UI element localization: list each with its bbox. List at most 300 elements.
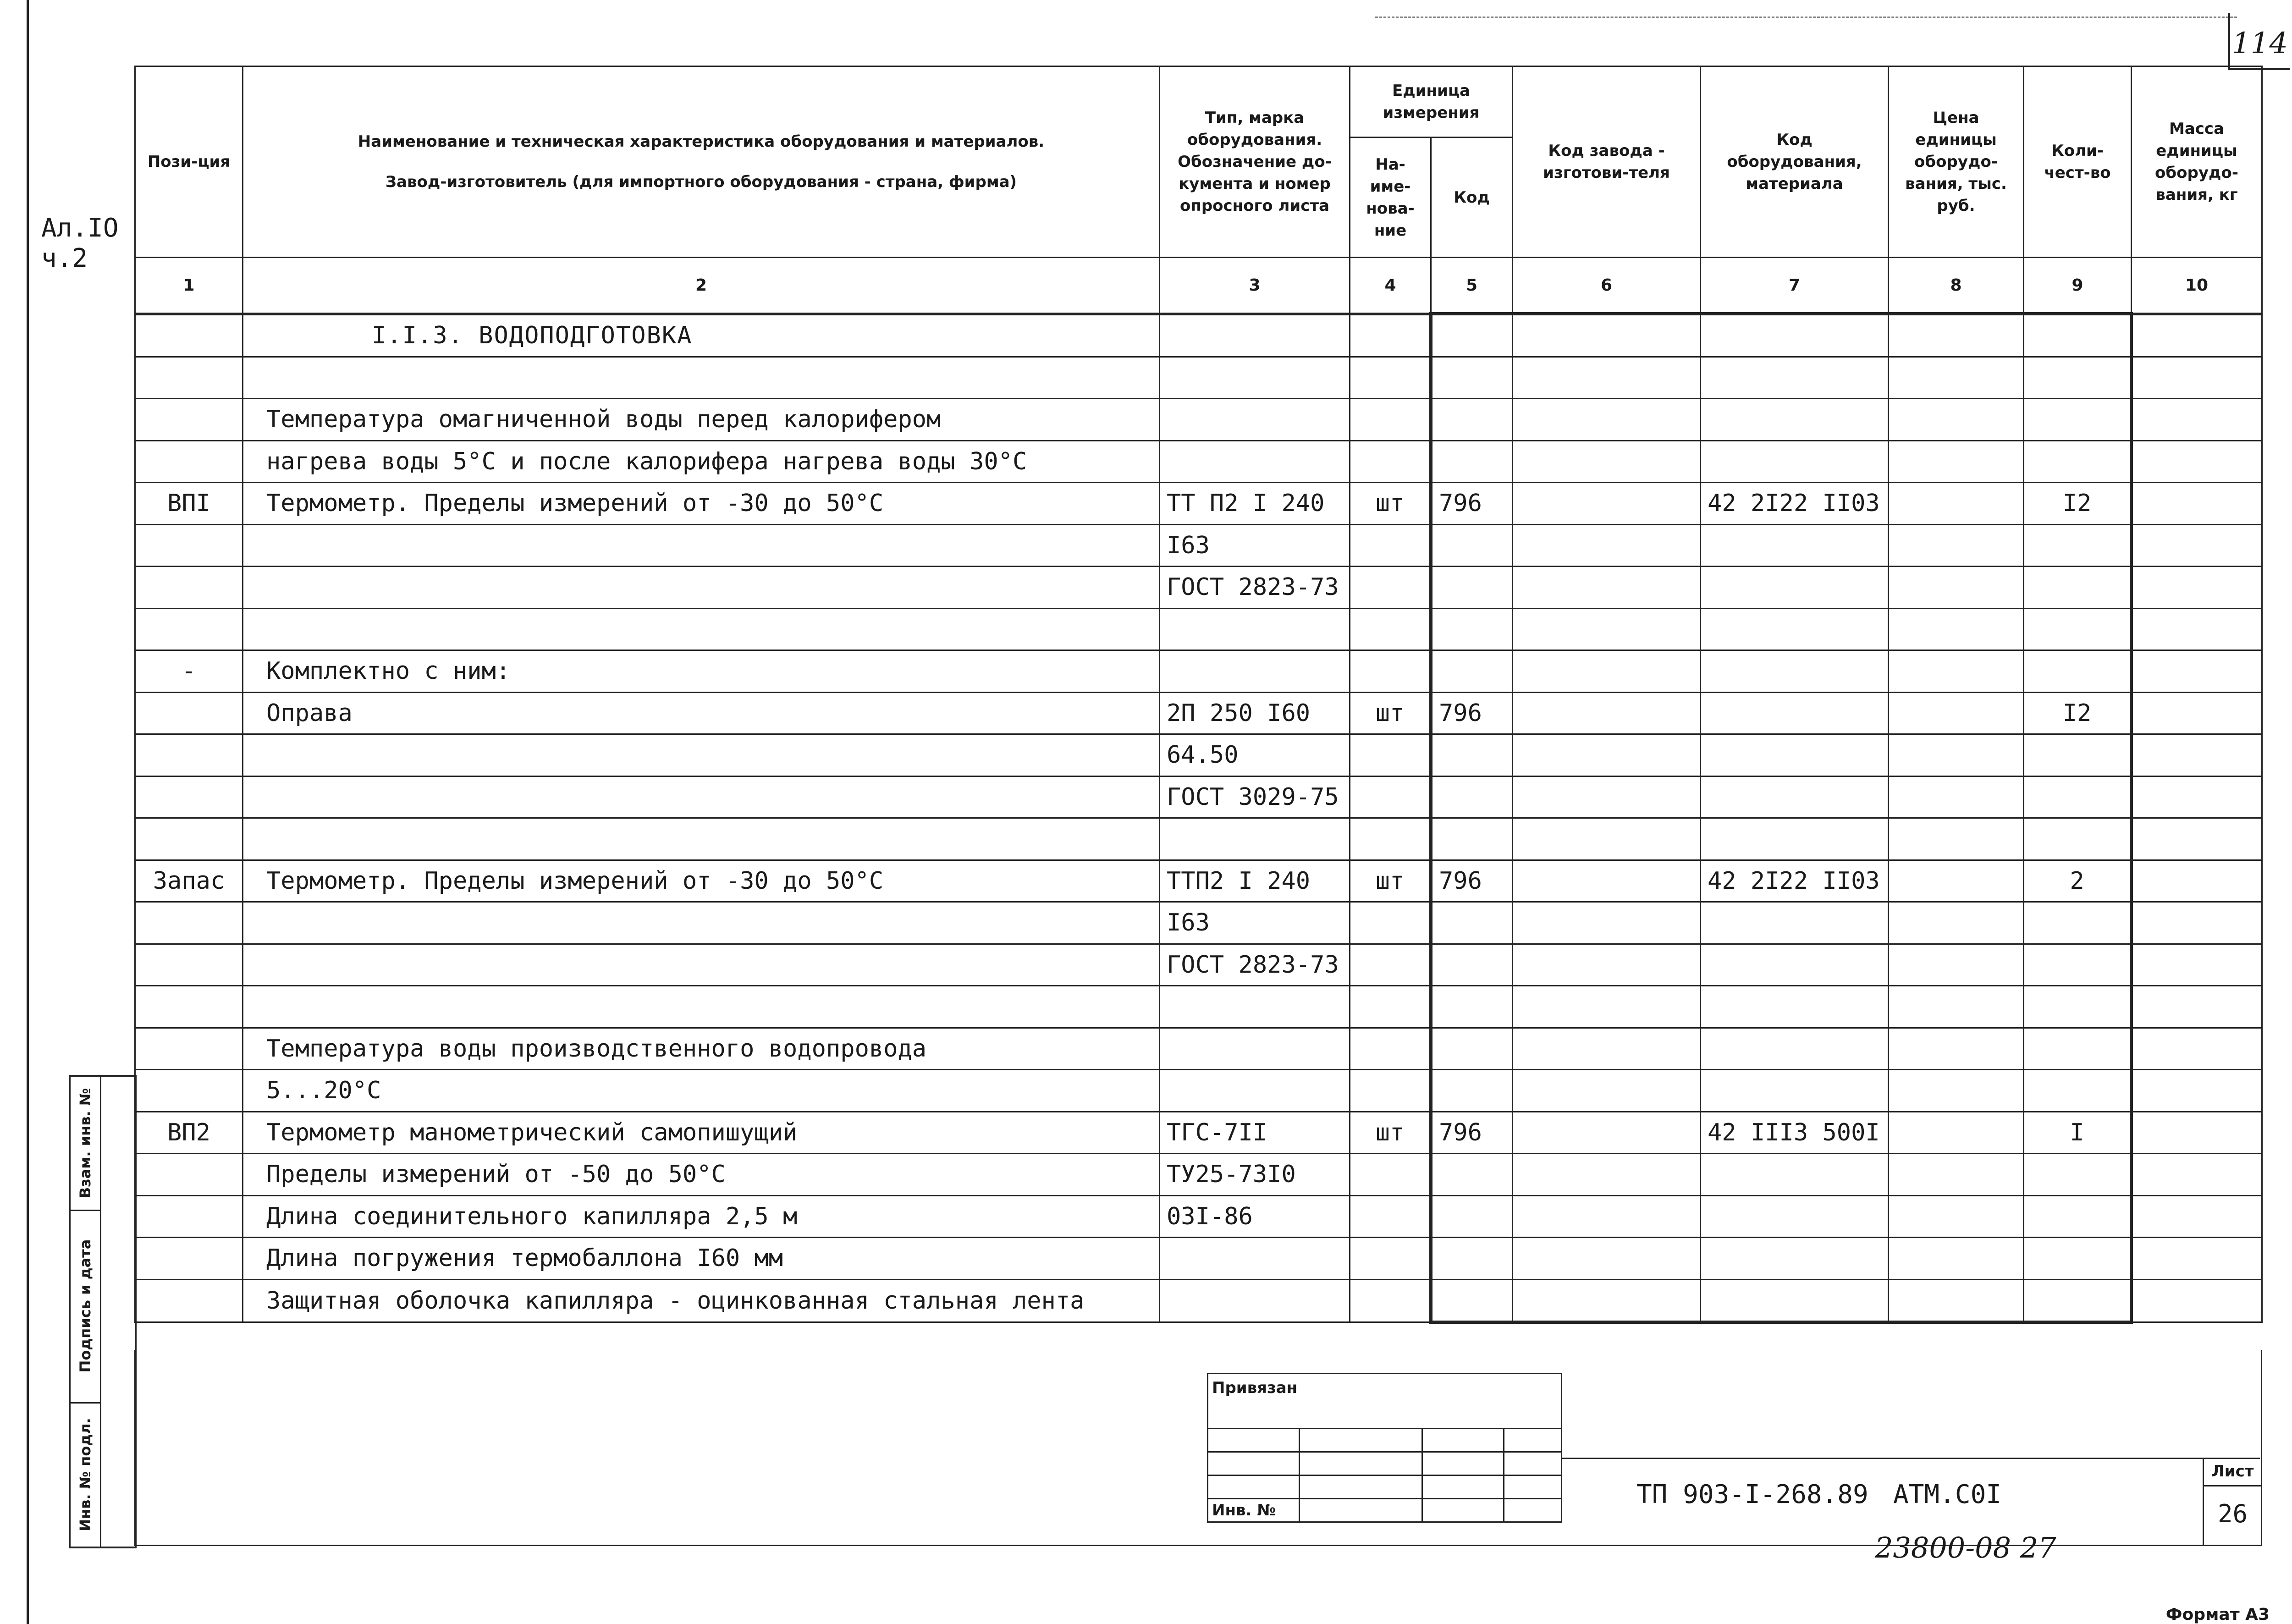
cell-plant-code	[1513, 818, 1701, 860]
cell-unit-name	[1350, 567, 1431, 609]
cell-plant-code	[1513, 902, 1701, 944]
cell-type	[1160, 357, 1350, 399]
cell-equipment-code	[1701, 399, 1889, 441]
binding-table	[1207, 1373, 1562, 1523]
cell-price	[1889, 692, 2024, 734]
cell-price	[1889, 314, 2024, 357]
cell-equipment-code	[1701, 1028, 1889, 1070]
cell-unit-code	[1431, 1195, 1513, 1238]
cell-name: Длина соединительного капилляра 2,5 м	[243, 1195, 1160, 1238]
table-row	[135, 524, 2262, 567]
cell-type: ГОСТ 2823-73	[1160, 944, 1350, 986]
cell-name: 5...20°С	[243, 1070, 1160, 1112]
table-row	[135, 860, 2262, 902]
margin-note	[41, 213, 119, 274]
cell-unit-name	[1350, 986, 1431, 1028]
cell-quantity	[2024, 524, 2132, 567]
cell-unit-name	[1350, 524, 1431, 567]
column-number: 5	[1431, 258, 1513, 314]
title-block-area	[134, 1350, 2262, 1546]
table-row	[135, 692, 2262, 734]
cell-unit-code	[1431, 902, 1513, 944]
column-number: 10	[2132, 258, 2262, 314]
cell-unit-code	[1431, 399, 1513, 441]
cell-plant-code	[1513, 440, 1701, 483]
cell-mass	[2132, 650, 2262, 693]
cell-position	[135, 1028, 243, 1070]
cell-mass	[2132, 692, 2262, 734]
cell-name: Термометр. Пределы измерений от -30 до 50°С	[243, 860, 1160, 902]
cell-position	[135, 314, 243, 357]
cell-price	[1889, 818, 2024, 860]
cell-name: Комплектно с ним:	[243, 650, 1160, 693]
cell-mass	[2132, 608, 2262, 650]
cell-unit-code	[1431, 1028, 1513, 1070]
cell-name	[243, 986, 1160, 1028]
cell-unit-name: шт	[1350, 860, 1431, 902]
cell-unit-code	[1431, 1070, 1513, 1112]
header-plant-code: Код завода - изготови-теля	[1513, 66, 1701, 258]
table-row	[135, 944, 2262, 986]
cell-type: I63	[1160, 902, 1350, 944]
cell-position	[135, 608, 243, 650]
cell-price	[1889, 860, 2024, 902]
cell-quantity	[2024, 399, 2132, 441]
cell-position	[135, 524, 243, 567]
cell-mass	[2132, 1195, 2262, 1238]
table-row	[135, 483, 2262, 525]
cell-unit-code	[1431, 1154, 1513, 1196]
table-row	[135, 399, 2262, 441]
header-quantity: Коли-чест-во	[2024, 66, 2132, 258]
document-code: ТП 903-I-268.89	[1636, 1480, 1868, 1509]
approval-stamp-strip	[69, 1075, 137, 1548]
cell-unit-code: 796	[1431, 483, 1513, 525]
cell-equipment-code	[1701, 524, 1889, 567]
cell-equipment-code	[1701, 1154, 1889, 1196]
cell-quantity: I2	[2024, 483, 2132, 525]
cell-mass	[2132, 902, 2262, 944]
cell-quantity	[2024, 1195, 2132, 1238]
cell-position	[135, 1279, 243, 1322]
cell-equipment-code	[1701, 357, 1889, 399]
cell-plant-code	[1513, 483, 1701, 525]
cell-equipment-code: 42 2I22 II03	[1701, 483, 1889, 525]
cell-equipment-code	[1701, 314, 1889, 357]
cell-unit-code	[1431, 440, 1513, 483]
cell-mass	[2132, 986, 2262, 1028]
table-row	[135, 357, 2262, 399]
cell-type: ТУ25-73I0	[1160, 1154, 1350, 1196]
cell-type	[1160, 314, 1350, 357]
cell-position	[135, 440, 243, 483]
cell-unit-code	[1431, 357, 1513, 399]
table-row	[135, 986, 2262, 1028]
cell-type: 64.50	[1160, 734, 1350, 776]
cell-position	[135, 399, 243, 441]
cell-position	[135, 567, 243, 609]
cell-unit-code	[1431, 776, 1513, 818]
cell-price	[1889, 944, 2024, 986]
cell-equipment-code	[1701, 1195, 1889, 1238]
table-row	[135, 734, 2262, 776]
cell-type: ТГС-7II	[1160, 1112, 1350, 1154]
cell-price	[1889, 357, 2024, 399]
cell-plant-code	[1513, 986, 1701, 1028]
cell-price	[1889, 902, 2024, 944]
cell-type	[1160, 1238, 1350, 1280]
cell-unit-code	[1431, 314, 1513, 357]
cell-price	[1889, 524, 2024, 567]
cell-equipment-code: 42 2I22 II03	[1701, 860, 1889, 902]
cell-quantity	[2024, 567, 2132, 609]
cell-mass	[2132, 399, 2262, 441]
header-unit-name: На-име-нова-ние	[1350, 138, 1431, 258]
cell-equipment-code	[1701, 650, 1889, 693]
cell-unit-name	[1350, 1238, 1431, 1280]
table-row	[135, 818, 2262, 860]
cell-quantity	[2024, 314, 2132, 357]
cell-name: Защитная оболочка капилляра - оцинкованная стальная лента	[243, 1279, 1160, 1322]
column-number: 2	[243, 258, 1160, 314]
cell-plant-code	[1513, 692, 1701, 734]
cell-unit-code	[1431, 650, 1513, 693]
header-price: Цена единицы оборудо-вания, тыс. руб.	[1889, 66, 2024, 258]
table-row	[135, 314, 2262, 357]
stamp-replacement-inv: Взам. инв. №	[71, 1077, 101, 1211]
cell-plant-code	[1513, 1195, 1701, 1238]
cell-position	[135, 1070, 243, 1112]
cell-plant-code	[1513, 1238, 1701, 1280]
cell-equipment-code	[1701, 776, 1889, 818]
cell-plant-code	[1513, 567, 1701, 609]
cell-name	[243, 776, 1160, 818]
document-mark: АТМ.С0I	[1893, 1480, 2002, 1509]
cell-type	[1160, 986, 1350, 1028]
cell-price	[1889, 1112, 2024, 1154]
table-row	[135, 440, 2262, 483]
header-name-line-2: Завод-изготовитель (для импортного оборудования - страна, фирма)	[385, 173, 1017, 191]
cell-quantity	[2024, 608, 2132, 650]
cell-type	[1160, 1279, 1350, 1322]
cell-unit-name: шт	[1350, 1112, 1431, 1154]
cell-type: ГОСТ 3029-75	[1160, 776, 1350, 818]
table-row	[135, 1279, 2262, 1322]
title-block-divider	[1561, 1458, 2260, 1459]
cell-unit-name	[1350, 440, 1431, 483]
cell-unit-code	[1431, 944, 1513, 986]
cell-quantity	[2024, 650, 2132, 693]
cell-name	[243, 357, 1160, 399]
frame-top-dashed-line	[1375, 17, 2237, 18]
cell-plant-code	[1513, 1154, 1701, 1196]
cell-price	[1889, 1028, 2024, 1070]
cell-type	[1160, 1028, 1350, 1070]
cell-quantity	[2024, 734, 2132, 776]
cell-plant-code	[1513, 1070, 1701, 1112]
cell-unit-code: 796	[1431, 1112, 1513, 1154]
cell-unit-code	[1431, 567, 1513, 609]
table-row	[135, 650, 2262, 693]
cell-plant-code	[1513, 314, 1701, 357]
cell-quantity	[2024, 986, 2132, 1028]
cell-mass	[2132, 357, 2262, 399]
cell-type	[1160, 399, 1350, 441]
cell-position	[135, 818, 243, 860]
column-number: 7	[1701, 258, 1889, 314]
cell-equipment-code	[1701, 567, 1889, 609]
cell-price	[1889, 776, 2024, 818]
cell-price	[1889, 650, 2024, 693]
cell-quantity: I2	[2024, 692, 2132, 734]
cell-quantity	[2024, 1279, 2132, 1322]
cell-unit-code	[1431, 608, 1513, 650]
cell-unit-code	[1431, 1238, 1513, 1280]
column-number: 3	[1160, 258, 1350, 314]
cell-equipment-code	[1701, 608, 1889, 650]
cell-name	[243, 818, 1160, 860]
cell-plant-code	[1513, 650, 1701, 693]
sheet-list-box	[2203, 1458, 2261, 1545]
cell-price	[1889, 483, 2024, 525]
cell-name	[243, 902, 1160, 944]
cell-quantity	[2024, 1070, 2132, 1112]
cell-unit-code	[1431, 1279, 1513, 1322]
cell-position	[135, 734, 243, 776]
cell-quantity: I	[2024, 1112, 2132, 1154]
cell-unit-name	[1350, 1154, 1431, 1196]
header-equipment-code: Код оборудования, материала	[1701, 66, 1889, 258]
sheet-list-value: 26	[2217, 1499, 2248, 1528]
cell-position	[135, 1195, 243, 1238]
cell-type: ТТ П2 I 240	[1160, 483, 1350, 525]
cell-name: Термометр. Пределы измерений от -30 до 50°С	[243, 483, 1160, 525]
cell-type	[1160, 608, 1350, 650]
cell-equipment-code	[1701, 1070, 1889, 1112]
cell-mass	[2132, 776, 2262, 818]
cell-unit-name	[1350, 818, 1431, 860]
cell-plant-code	[1513, 1279, 1701, 1322]
margin-note-line-2: ч.2	[41, 243, 88, 273]
cell-name	[243, 944, 1160, 986]
cell-mass	[2132, 524, 2262, 567]
cell-unit-name	[1350, 357, 1431, 399]
cell-equipment-code	[1701, 440, 1889, 483]
cell-mass	[2132, 944, 2262, 986]
cell-price	[1889, 440, 2024, 483]
cell-position: ВП2	[135, 1112, 243, 1154]
cell-price	[1889, 399, 2024, 441]
cell-mass	[2132, 818, 2262, 860]
cell-type: I63	[1160, 524, 1350, 567]
cell-position: Запас	[135, 860, 243, 902]
cell-quantity	[2024, 440, 2132, 483]
table-row	[135, 1154, 2262, 1196]
cell-unit-name	[1350, 902, 1431, 944]
cell-position	[135, 357, 243, 399]
cell-unit-name	[1350, 776, 1431, 818]
cell-type	[1160, 440, 1350, 483]
cell-position	[135, 776, 243, 818]
cell-price	[1889, 1195, 2024, 1238]
column-number: 6	[1513, 258, 1701, 314]
table-row	[135, 1112, 2262, 1154]
header-type: Тип, марка оборудования. Обозначение до-кумента и номер опросного листа	[1160, 66, 1350, 258]
cell-quantity	[2024, 357, 2132, 399]
cell-plant-code	[1513, 399, 1701, 441]
cell-position: ВПI	[135, 483, 243, 525]
cell-quantity	[2024, 944, 2132, 986]
cell-name: I.I.3. ВОДОПОДГОТОВКА	[243, 314, 1160, 357]
cell-unit-name	[1350, 944, 1431, 986]
frame-left-border	[27, 0, 29, 1624]
cell-name: Длина погружения термобаллона I60 мм	[243, 1238, 1160, 1280]
stamp-original-inv: Инв. № подл.	[71, 1402, 101, 1547]
table-row	[135, 1028, 2262, 1070]
header-unit: Единица измерения	[1350, 66, 1513, 138]
column-number: 4	[1350, 258, 1431, 314]
cell-plant-code	[1513, 1112, 1701, 1154]
cell-unit-name	[1350, 1195, 1431, 1238]
cell-position	[135, 692, 243, 734]
cell-quantity	[2024, 1028, 2132, 1070]
table-row	[135, 1070, 2262, 1112]
cell-plant-code	[1513, 776, 1701, 818]
cell-mass	[2132, 1112, 2262, 1154]
cell-unit-name	[1350, 1070, 1431, 1112]
cell-mass	[2132, 1154, 2262, 1196]
cell-quantity	[2024, 1238, 2132, 1280]
cell-name	[243, 524, 1160, 567]
cell-mass	[2132, 860, 2262, 902]
cell-equipment-code: 42 III3 500I	[1701, 1112, 1889, 1154]
paper-format: Формат А3	[2165, 1605, 2270, 1624]
cell-unit-name	[1350, 734, 1431, 776]
cell-mass	[2132, 483, 2262, 525]
binding-label: Привязан	[1208, 1374, 1562, 1429]
column-number: 9	[2024, 258, 2132, 314]
sheet-number-box	[2228, 13, 2290, 70]
cell-unit-code	[1431, 818, 1513, 860]
sheet-number-handwritten: 114	[2231, 27, 2288, 61]
cell-mass	[2132, 440, 2262, 483]
cell-mass	[2132, 1028, 2262, 1070]
cell-position: -	[135, 650, 243, 693]
cell-type: 03I-86	[1160, 1195, 1350, 1238]
cell-plant-code	[1513, 944, 1701, 986]
cell-unit-name	[1350, 1279, 1431, 1322]
cell-equipment-code	[1701, 734, 1889, 776]
cell-equipment-code	[1701, 944, 1889, 986]
stamp-signature-date: Подпись и дата	[71, 1210, 101, 1404]
cell-type	[1160, 818, 1350, 860]
cell-unit-code: 796	[1431, 692, 1513, 734]
cell-quantity	[2024, 1154, 2132, 1196]
sheet-list-label: Лист	[2204, 1458, 2261, 1486]
cell-name: Оправа	[243, 692, 1160, 734]
cell-equipment-code	[1701, 986, 1889, 1028]
cell-price	[1889, 1238, 2024, 1280]
cell-unit-code	[1431, 524, 1513, 567]
cell-name: Термометр манометрический самопишущий	[243, 1112, 1160, 1154]
cell-position	[135, 944, 243, 986]
cell-equipment-code	[1701, 902, 1889, 944]
table-row	[135, 567, 2262, 609]
cell-plant-code	[1513, 734, 1701, 776]
cell-mass	[2132, 1279, 2262, 1322]
table-row	[135, 902, 2262, 944]
header-name	[243, 66, 1160, 258]
cell-plant-code	[1513, 1028, 1701, 1070]
column-numbers-row	[135, 258, 2262, 314]
cell-unit-name: шт	[1350, 692, 1431, 734]
table-row	[135, 776, 2262, 818]
cell-price	[1889, 1154, 2024, 1196]
cell-position	[135, 1154, 243, 1196]
handwritten-inventory-note: 23800-08 27	[1875, 1531, 2056, 1564]
cell-plant-code	[1513, 608, 1701, 650]
cell-price	[1889, 734, 2024, 776]
cell-quantity: 2	[2024, 860, 2132, 902]
table-row	[135, 1238, 2262, 1280]
cell-unit-name	[1350, 650, 1431, 693]
cell-position	[135, 1238, 243, 1280]
cell-type	[1160, 1070, 1350, 1112]
margin-note-line-1: Ал.IO	[41, 213, 119, 243]
table-row	[135, 608, 2262, 650]
column-number: 8	[1889, 258, 2024, 314]
cell-mass	[2132, 314, 2262, 357]
cell-price	[1889, 1279, 2024, 1322]
cell-type: ТТП2 I 240	[1160, 860, 1350, 902]
cell-name: Температура воды производственного водопровода	[243, 1028, 1160, 1070]
cell-price	[1889, 986, 2024, 1028]
header-mass: Масса единицы оборудо-вания, кг	[2132, 66, 2262, 258]
cell-unit-name	[1350, 399, 1431, 441]
cell-equipment-code	[1701, 1279, 1889, 1322]
specification-table	[134, 66, 2263, 1324]
cell-plant-code	[1513, 524, 1701, 567]
cell-unit-name	[1350, 314, 1431, 357]
cell-plant-code	[1513, 357, 1701, 399]
cell-name	[243, 608, 1160, 650]
cell-equipment-code	[1701, 1238, 1889, 1280]
cell-name	[243, 734, 1160, 776]
cell-unit-name	[1350, 1028, 1431, 1070]
inventory-number-label: Инв. №	[1208, 1499, 1300, 1522]
cell-unit-code: 796	[1431, 860, 1513, 902]
cell-unit-name: шт	[1350, 483, 1431, 525]
header-unit-code: Код	[1431, 138, 1513, 258]
cell-equipment-code	[1701, 692, 1889, 734]
cell-quantity	[2024, 776, 2132, 818]
cell-mass	[2132, 1238, 2262, 1280]
cell-type: 2П 250 I60	[1160, 692, 1350, 734]
cell-name	[243, 567, 1160, 609]
cell-name: нагрева воды 5°С и после калорифера нагрева воды 30°С	[243, 440, 1160, 483]
cell-type: ГОСТ 2823-73	[1160, 567, 1350, 609]
cell-position	[135, 902, 243, 944]
cell-unit-code	[1431, 986, 1513, 1028]
cell-name: Температура омагниченной воды перед калорифером	[243, 399, 1160, 441]
cell-unit-code	[1431, 734, 1513, 776]
cell-type	[1160, 650, 1350, 693]
cell-unit-name	[1350, 608, 1431, 650]
header-name-line-1: Наименование и техническая характеристика оборудования и материалов.	[358, 132, 1045, 151]
cell-name: Пределы измерений от -50 до 50°С	[243, 1154, 1160, 1196]
cell-mass	[2132, 1070, 2262, 1112]
cell-price	[1889, 1070, 2024, 1112]
